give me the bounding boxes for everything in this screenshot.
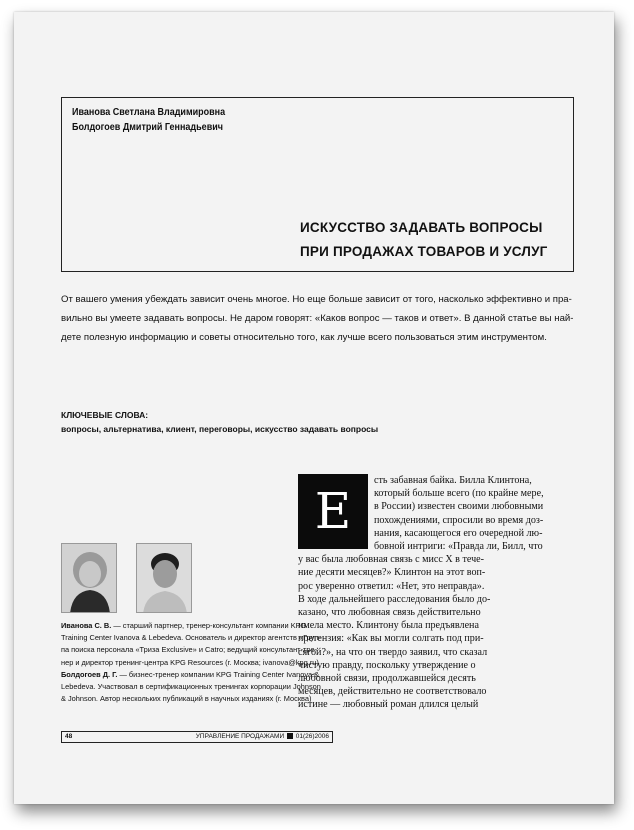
body-line: истине — любовный роман длился целый xyxy=(298,699,479,711)
portrait-woman-icon xyxy=(62,544,117,613)
body-line: похождениями, спросили во время доз- xyxy=(374,514,544,526)
lead-line: От вашего умения убеждать зависит очень многое. Но еще больше зависит от того, насколько эффективно и пра- xyxy=(61,294,572,305)
page-footer xyxy=(61,731,333,743)
bio-name: Иванова С. В. xyxy=(61,621,112,630)
title-line: ИСКУССТВО ЗАДАВАТЬ ВОПРОСЫ xyxy=(300,220,543,235)
page-number: 48 xyxy=(65,733,73,740)
body-line: у вас была любовная связь с мисс Х в тече- xyxy=(298,554,485,566)
author-bio xyxy=(61,620,333,705)
lead-line: вильно вы умеете задавать вопросы. Не даром говорят: «Каков вопрос — таков и ответ». В данной статье вы най- xyxy=(61,313,574,324)
bio-text: нер и директор тренинг-центра KPG Resources (г. Москва; ivanova@kpg.ru) xyxy=(61,657,319,667)
body-line: сть забавная байка. Билла Клинтона, xyxy=(374,475,532,486)
portrait-man-icon xyxy=(137,544,192,613)
author-photo-boldogoev xyxy=(136,543,192,613)
footer-publication xyxy=(196,732,329,742)
bio-text: & Johnson. Автор нескольких публикаций в научных изданиях (г. Москва) xyxy=(61,694,312,704)
bio-text: па поиска персонала «Триза Exclusive» и Catro; ведущий консультант-тре- xyxy=(61,645,318,655)
body-line: сягой?», на что он твердо заявил, что сказал xyxy=(298,646,488,658)
header-frame xyxy=(61,97,574,272)
body-line: казано, что любовная связь действительно xyxy=(298,607,481,619)
author-names xyxy=(72,105,225,135)
body-line: ние десяти месяцев?» Клинтон на этот воп- xyxy=(298,567,486,579)
body-line: рос уверенно ответил: «Нет, это неправда». xyxy=(298,580,485,592)
bio-text: Lebedeva. Участвовал в сертификационных тренингах корпорации Johnson xyxy=(61,682,321,692)
keywords-heading: КЛЮЧЕВЫЕ СЛОВА: xyxy=(61,410,149,420)
author-photo-ivanova xyxy=(61,543,117,613)
magazine-name: УПРАВЛЕНИЕ ПРОДАЖАМИ xyxy=(195,733,285,740)
bio-name: Болдогоев Д. Г. xyxy=(61,669,118,679)
square-bullet-icon xyxy=(287,733,293,739)
author-name: Иванова Светлана Владимировна xyxy=(72,107,226,118)
lead-paragraph xyxy=(61,290,581,347)
body-line: имела место. Клинтону была предъявлена xyxy=(298,620,479,632)
keywords-list: вопросы, альтернатива, клиент, переговоры, искусство задавать вопросы xyxy=(61,424,379,434)
lead-line: дете полезную информацию и советы относительно того, как лучше всего пользоваться этим инструментом. xyxy=(61,332,547,343)
issue-number: 01(26)2006 xyxy=(295,733,329,740)
bio-text: — старший партнер, тренер-консультант компании KPG xyxy=(111,621,307,630)
body-line: чистую правду, поскольку утверждение о xyxy=(298,659,476,671)
body-line: бовной интриги: «Правда ли, Билл, что xyxy=(374,541,543,553)
body-line: который больше всего (по крайне мере, xyxy=(374,488,544,500)
body-line: любовной связи, продолжавшейся десять xyxy=(298,673,476,685)
body-line: нания, касающегося его очередной лю- xyxy=(374,527,543,539)
body-line: В ходе дальнейшего расследования было до- xyxy=(298,593,491,605)
bio-text: — бизнес-тренер компании KPG Training Center Ivanova & xyxy=(117,669,320,679)
body-line: в России) известен своими любовными xyxy=(374,501,544,513)
author-name: Болдогоев Дмитрий Геннадьевич xyxy=(72,122,223,133)
title-line: ПРИ ПРОДАЖАХ ТОВАРОВ И УСЛУГ xyxy=(300,244,548,259)
article-title xyxy=(300,216,548,264)
body-line: месяцев, действительно не соответствовало xyxy=(298,686,487,698)
bio-text: Training Center Ivanova & Lebedeva. Основатель и директор агентств «Груп- xyxy=(61,633,321,643)
drop-cap: Е xyxy=(298,474,368,549)
body-line: претензия: «Как вы могли солгать под при- xyxy=(298,633,484,645)
